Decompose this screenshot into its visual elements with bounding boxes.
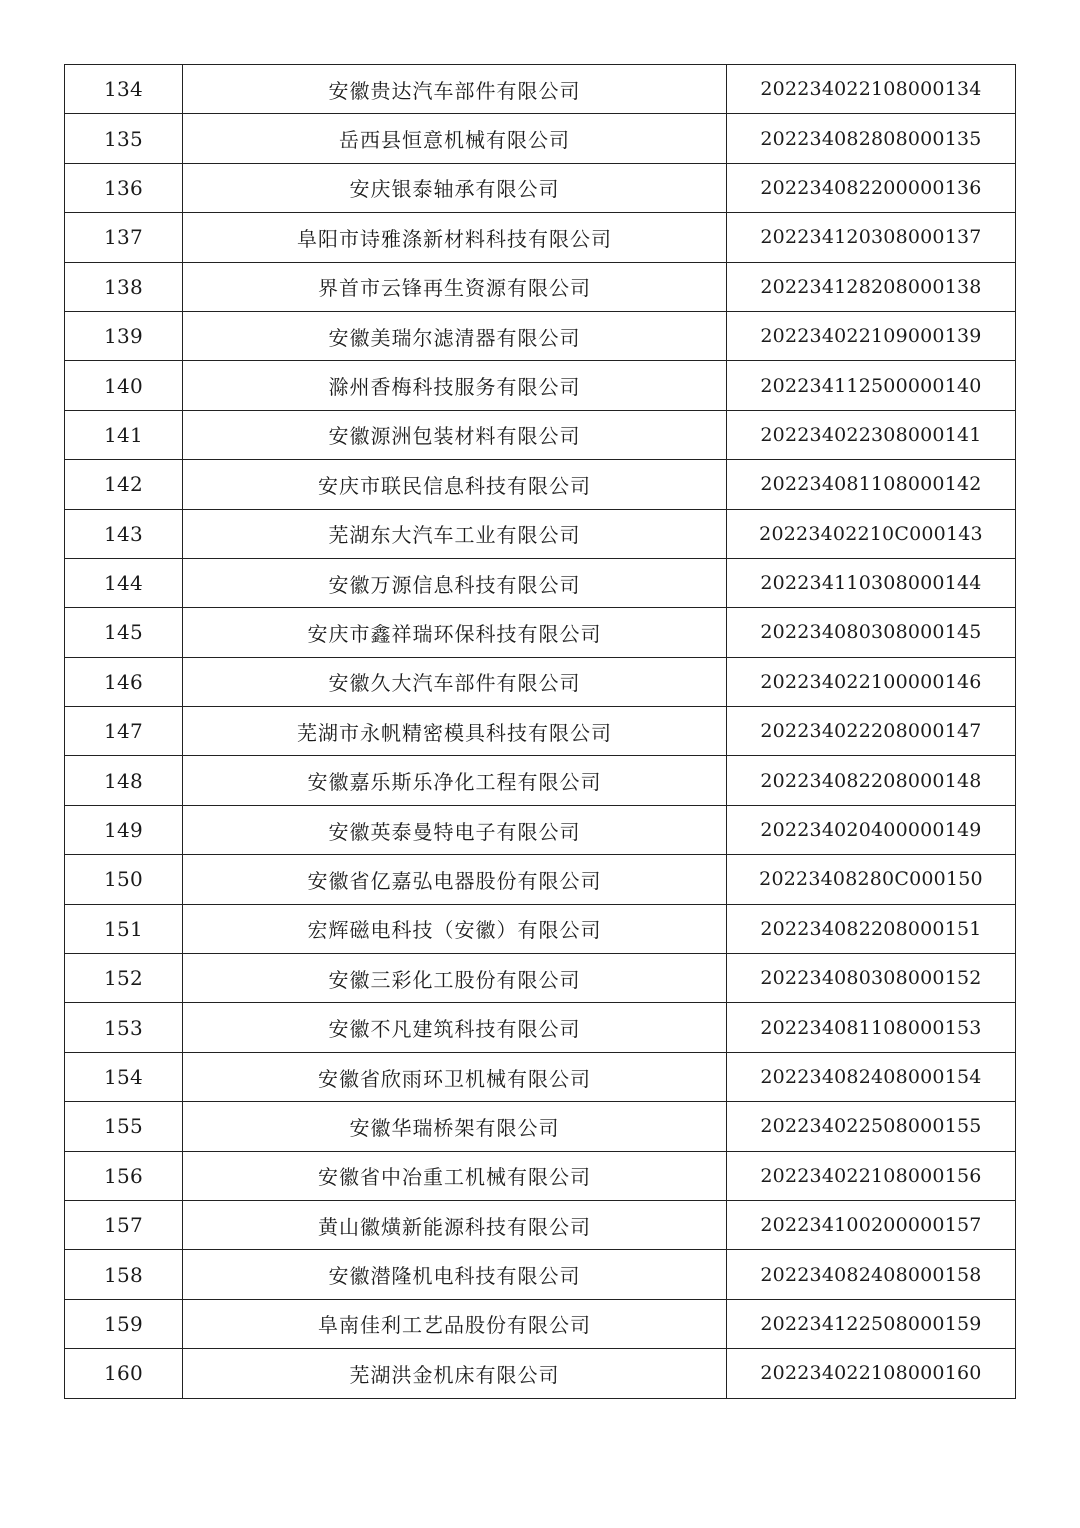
table-row [65,954,1016,1003]
registration-code: 202234022100000146 [727,657,1016,706]
row-index: 141 [65,410,183,459]
table-row [65,410,1016,459]
table-row [65,657,1016,706]
company-name: 安徽华瑞桥架有限公司 [183,1102,727,1151]
table-row [65,608,1016,657]
row-index: 150 [65,855,183,904]
registration-code: 202234022108000156 [727,1151,1016,1200]
registration-code: 202234122508000159 [727,1299,1016,1348]
table-row [65,1003,1016,1052]
company-name: 安庆市联民信息科技有限公司 [183,460,727,509]
registration-code: 202234080308000145 [727,608,1016,657]
row-index: 146 [65,657,183,706]
row-index: 144 [65,558,183,607]
company-name: 宏辉磁电科技（安徽）有限公司 [183,904,727,953]
registration-code: 202234081108000153 [727,1003,1016,1052]
company-name: 阜南佳利工艺品股份有限公司 [183,1299,727,1348]
registration-code: 20223402210C000143 [727,509,1016,558]
row-index: 152 [65,954,183,1003]
registration-code: 202234082208000151 [727,904,1016,953]
row-index: 134 [65,65,183,114]
table-row [65,163,1016,212]
company-name: 安徽省亿嘉弘电器股份有限公司 [183,855,727,904]
registration-code: 202234082408000154 [727,1052,1016,1101]
row-index: 136 [65,163,183,212]
registration-code: 202234100200000157 [727,1200,1016,1249]
row-index: 142 [65,460,183,509]
company-name: 安庆银泰轴承有限公司 [183,163,727,212]
row-index: 160 [65,1349,183,1398]
row-index: 137 [65,213,183,262]
registration-code: 202234022208000147 [727,707,1016,756]
row-index: 159 [65,1299,183,1348]
table-row [65,1349,1016,1398]
row-index: 158 [65,1250,183,1299]
company-name: 安徽省中冶重工机械有限公司 [183,1151,727,1200]
registration-code: 202234022308000141 [727,410,1016,459]
table-body [65,65,1016,1399]
table-row [65,114,1016,163]
table-row [65,361,1016,410]
table-row [65,1151,1016,1200]
row-index: 149 [65,805,183,854]
table-row [65,1250,1016,1299]
company-name: 安徽源洲包装材料有限公司 [183,410,727,459]
company-name: 芜湖市永帆精密模具科技有限公司 [183,707,727,756]
registration-code: 202234082208000148 [727,756,1016,805]
company-name: 安徽美瑞尔滤清器有限公司 [183,311,727,360]
table-row [65,311,1016,360]
table-row [65,1200,1016,1249]
company-name: 安徽省欣雨环卫机械有限公司 [183,1052,727,1101]
table-row [65,460,1016,509]
table-row [65,1299,1016,1348]
company-registry-table [64,64,1016,1399]
row-index: 156 [65,1151,183,1200]
registration-code: 202234082200000136 [727,163,1016,212]
row-index: 153 [65,1003,183,1052]
table-row [65,509,1016,558]
registration-code: 202234020400000149 [727,805,1016,854]
table-row [65,805,1016,854]
table-row [65,756,1016,805]
registration-code: 202234112500000140 [727,361,1016,410]
registration-code: 202234081108000142 [727,460,1016,509]
row-index: 151 [65,904,183,953]
table-row [65,904,1016,953]
registration-code: 202234128208000138 [727,262,1016,311]
row-index: 155 [65,1102,183,1151]
registration-code: 20223408280C000150 [727,855,1016,904]
row-index: 138 [65,262,183,311]
row-index: 140 [65,361,183,410]
row-index: 135 [65,114,183,163]
company-name: 滁州香梅科技服务有限公司 [183,361,727,410]
table-row [65,558,1016,607]
table-row [65,65,1016,114]
company-name: 界首市云锋再生资源有限公司 [183,262,727,311]
company-name: 芜湖洪金机床有限公司 [183,1349,727,1398]
company-name: 芜湖东大汽车工业有限公司 [183,509,727,558]
company-name: 安徽久大汽车部件有限公司 [183,657,727,706]
row-index: 139 [65,311,183,360]
registration-code: 202234120308000137 [727,213,1016,262]
registration-code: 202234022108000160 [727,1349,1016,1398]
table-row [65,213,1016,262]
row-index: 157 [65,1200,183,1249]
table-row [65,262,1016,311]
company-name: 安庆市鑫祥瑞环保科技有限公司 [183,608,727,657]
company-name: 黄山徽熿新能源科技有限公司 [183,1200,727,1249]
row-index: 148 [65,756,183,805]
row-index: 145 [65,608,183,657]
company-name: 安徽潜隆机电科技有限公司 [183,1250,727,1299]
company-name: 阜阳市诗雅涤新材料科技有限公司 [183,213,727,262]
company-name: 安徽英泰曼特电子有限公司 [183,805,727,854]
registration-code: 202234082808000135 [727,114,1016,163]
company-name: 安徽三彩化工股份有限公司 [183,954,727,1003]
company-name: 安徽不凡建筑科技有限公司 [183,1003,727,1052]
row-index: 143 [65,509,183,558]
table-row [65,1052,1016,1101]
table-row [65,1102,1016,1151]
registration-code: 202234080308000152 [727,954,1016,1003]
row-index: 154 [65,1052,183,1101]
company-name: 安徽贵达汽车部件有限公司 [183,65,727,114]
registration-code: 202234022508000155 [727,1102,1016,1151]
company-name: 安徽万源信息科技有限公司 [183,558,727,607]
registration-code: 202234082408000158 [727,1250,1016,1299]
company-name: 安徽嘉乐斯乐净化工程有限公司 [183,756,727,805]
table-row [65,855,1016,904]
company-name: 岳西县恒意机械有限公司 [183,114,727,163]
registration-code: 202234022109000139 [727,311,1016,360]
registration-code: 202234022108000134 [727,65,1016,114]
registration-code: 202234110308000144 [727,558,1016,607]
table-row [65,707,1016,756]
row-index: 147 [65,707,183,756]
